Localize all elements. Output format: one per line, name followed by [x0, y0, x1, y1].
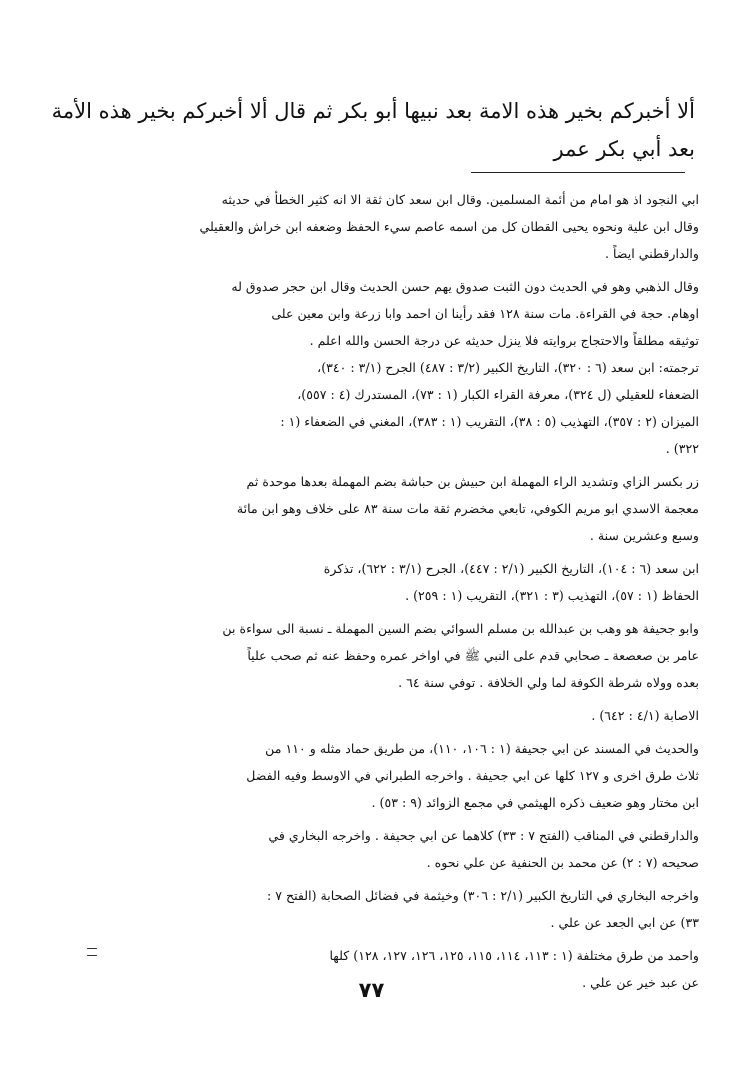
footnote-line: وقال الذهبي وهو في الحديث دون الثبت صدوق يهم حسن الحديث وقال ابن حجر صدوق له [231, 279, 699, 294]
footnotes-section [34, 186, 699, 1002]
main-hadith-text [40, 92, 695, 168]
footnote-line: والدارقطني ايضاً . [604, 246, 699, 261]
footnote-line: واحمد من طرق مختلفة (١ : ١١٣، ١١٤، ١١٥، ١٢٥، ١٢٦، ١٢٧، ١٢٨) كلها [329, 948, 699, 963]
footnote-line: صحيحه (٧ : ٢) عن محمد بن الحنفية عن علي نحوه . [426, 855, 699, 870]
footnote-line: وسبع وعشرين سنة . [589, 528, 699, 543]
footnote-line: الحفاظ (١ : ٥٧)، التهذيب (٣ : ٣٢١)، التقريب (١ : ٢٥٩) . [405, 588, 699, 603]
footnote-line: واخرجه البخاري في التاريخ الكبير (٢/١ : ٣٠٦) وخيثمة في فضائل الصحابة (الفتح ٧ : [266, 888, 699, 903]
footnote-line: ابن مختار وهو ضعيف ذكره الهيثمي في مجمع الزوائد (٩ : ٥٣) . [371, 795, 699, 810]
footnote-line: عن عبد خير عن علي . [582, 975, 699, 990]
footnote [34, 273, 699, 462]
main-text-line: ألا أخبركم بخير هذه الامة بعد نبيها أبو بكر ثم قال ألا أخبركم بخير هذه الأمة [51, 99, 695, 123]
footnote [34, 735, 699, 816]
footnote-line: توثيقه مطلقاً والاحتجاج بروايته فلا ينزل حديثه عن درجة الحسن والله اعلم . [309, 333, 699, 348]
footnote-line: الميزان (٢ : ٣٥٧)، التهذيب (٥ : ٣٨)، التقريب (١ : ٣٨٣)، المغني في الضعفاء (١ : [280, 414, 699, 429]
footnote [34, 468, 699, 549]
footnote [34, 615, 699, 696]
footnote-line: بعده وولاه شرطة الكوفة لما ولي الخلافة . توفي سنة ٦٤ . [398, 675, 699, 690]
continuation-mark [87, 948, 97, 956]
footnote-line: ٣٢٢) . [665, 441, 699, 456]
footnote-line: معجمة الاسدي ابو مريم الكوفي، تابعي مخضرم ثقة مات سنة ٨٣ على خلاف وهو ابن مائة [236, 501, 699, 516]
footnote-line: وابو جحيفة هو وهب بن عبدالله بن مسلم السوائي بضم السين المهملة ـ نسبة الى سواءة بن [222, 621, 699, 636]
footnote-line: ترجمته: ابن سعد (٦ : ٣٢٠)، التاريخ الكبير (٣/٢ : ٤٨٧) الجرح (٣/١ : ٣٤٠)، [317, 360, 699, 375]
footnote-line: ثلاث طرق اخرى و ١٢٧ كلها عن ابي جحيفة . واخرجه الطبراني في الاوسط وفيه الفضل [246, 768, 699, 783]
main-text-line: بعد أبي بكر عمر [553, 137, 695, 161]
footnote-line: والدارقطني في المناقب (الفتح ٧ : ٣٣) كلاهما عن ابي جحيفة . واخرجه البخاري في [268, 828, 699, 843]
footnote [34, 822, 699, 876]
footnote-line: وقال ابن علية ونحوه يحيى القطان كل من اسمه عاصم سيء الحفظ وضعفه ابن خراش والعقيلي [199, 219, 699, 234]
footnote-line: ابي النجود اذ هو امام من أئمة المسلمين. وقال ابن سعد كان ثقة الا انه كثير الخطأ في حديثه [221, 192, 699, 207]
footnote-separator [471, 172, 685, 173]
footnote-line: زر بكسر الزاي وتشديد الراء المهملة ابن حبيش بن حباشة بضم المهملة بعدها موحدة ثم [246, 474, 699, 489]
footnote-line: عامر بن صعصعة ـ صحابي قدم على النبي ﷺ في اواخر عمره وحفظ عنه ثم صحب علياً [247, 648, 699, 663]
footnote-line: والحديث في المسند عن ابي جحيفة (١ : ١٠٦، ١١٠)، من طريق حماد مثله و ١١٠ من [265, 741, 699, 756]
page-number: ٧٧ [358, 978, 385, 1002]
footnote-line: الاصابة (٤/١ : ٦٤٢) . [591, 708, 699, 723]
footnote [34, 702, 699, 729]
footnote-line: الضعفاء للعقيلي (ل ٣٢٤)، معرفة القراء الكبار (١ : ٧٣)، المستدرك (٤ : ٥٥٧)، [297, 387, 699, 402]
footnote-line: اوهام. حجة في القراءة. مات سنة ١٢٨ فقد رأينا ان احمد وابا زرعة وابن معين على [271, 306, 699, 321]
footnote-line: ابن سعد (٦ : ١٠٤)، التاريخ الكبير (٢/١ : ٤٤٧)، الجرح (٣/١ : ٦٢٢)، تذكرة [323, 561, 699, 576]
footnote-line: ٣٣) عن ابي الجعد عن علي . [550, 915, 699, 930]
footnote [34, 555, 699, 609]
footnote [34, 882, 699, 936]
footnote [34, 186, 699, 267]
